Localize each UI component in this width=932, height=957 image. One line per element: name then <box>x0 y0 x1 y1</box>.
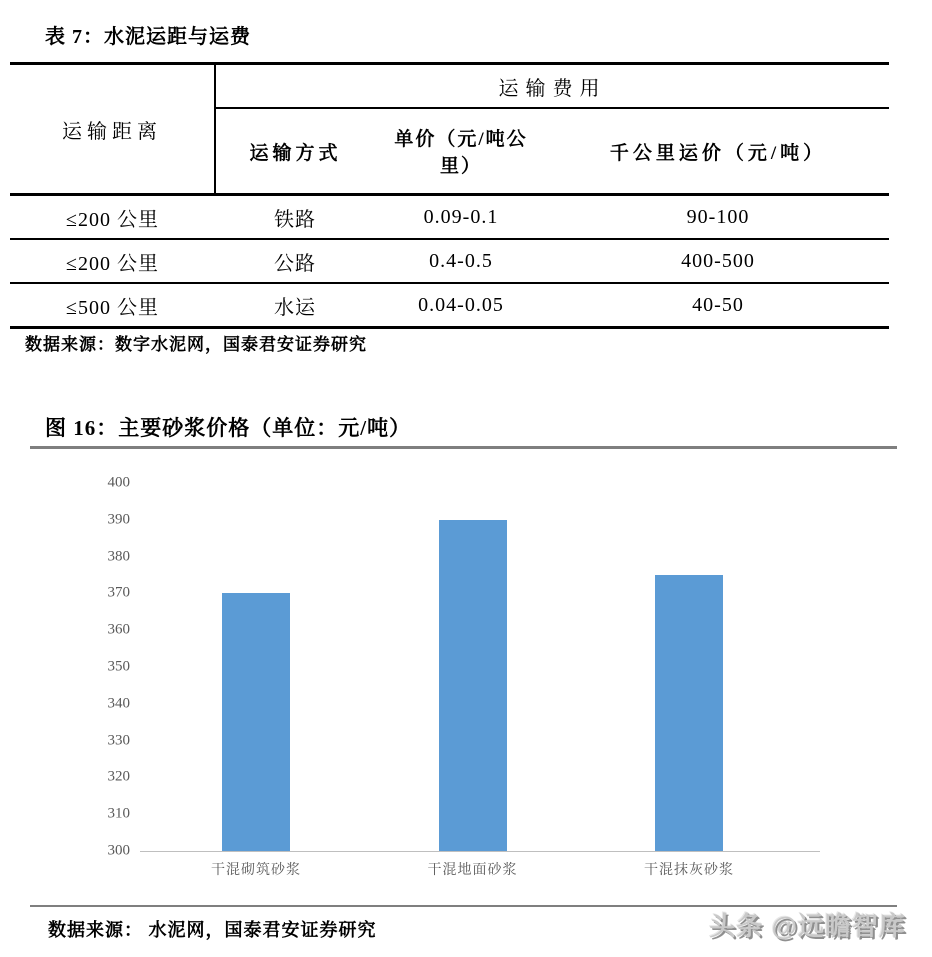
table-row <box>10 195 889 240</box>
table-cell-distance: ≤200 公里 <box>66 208 159 231</box>
divider-rule-top <box>30 446 897 449</box>
table-cell-unit_price: 0.04-0.05 <box>418 293 504 316</box>
header-mode: 运输方式 <box>215 108 375 195</box>
chart-title: 图 16：主要砂浆价格（单位：元/吨） <box>45 416 412 440</box>
y-axis-tick-label: 330 <box>107 732 130 749</box>
freight-table <box>10 62 889 329</box>
chart-source-note: 数据来源： 水泥网，国泰君安证券研究 <box>48 920 377 940</box>
table-cell-km_price: 90-100 <box>686 205 750 228</box>
x-axis-category-label: 干混砌筑砂浆 <box>211 863 301 878</box>
table-row <box>10 239 889 283</box>
chart-plot <box>107 474 820 878</box>
table-cell-distance: ≤500 公里 <box>66 296 159 319</box>
y-axis-tick-label: 310 <box>107 805 130 822</box>
table-cell-unit_price: 0.4-0.5 <box>429 249 493 272</box>
table-source-note: 数据来源：数字水泥网，国泰君安证券研究 <box>25 335 367 354</box>
header-cost-group: 运输费用 <box>215 64 889 109</box>
table-row <box>10 283 889 328</box>
header-unit-price <box>375 108 547 195</box>
table-header-row-group <box>10 64 889 109</box>
bar-干混砌筑砂浆 <box>222 593 290 851</box>
header-unit-price-text: 单价（元/吨公里） <box>394 129 528 177</box>
table-body <box>10 195 889 328</box>
y-axis-tick-label: 350 <box>107 658 130 675</box>
bar-干混抹灰砂浆 <box>655 575 723 851</box>
y-axis-tick-label: 320 <box>107 768 130 785</box>
y-axis-tick-label: 380 <box>107 548 130 565</box>
header-km-price: 千公里运价（元/吨） <box>547 108 889 195</box>
table-cell-mode: 水运 <box>274 296 316 319</box>
y-axis-tick-label: 390 <box>107 511 130 528</box>
table-cell-distance: ≤200 公里 <box>66 252 159 275</box>
table-cell-km_price: 400-500 <box>681 249 755 272</box>
x-axis-category-label: 干混地面砂浆 <box>427 863 518 878</box>
header-distance: 运输距离 <box>10 64 215 195</box>
table-cell-km_price: 40-50 <box>692 293 744 316</box>
y-axis-tick-label: 300 <box>107 842 130 859</box>
y-axis-tick-label: 340 <box>107 695 130 712</box>
table-cell-unit_price: 0.09-0.1 <box>423 205 499 228</box>
x-axis-category-label: 干混抹灰砂浆 <box>644 863 734 878</box>
y-axis-tick-label: 400 <box>107 474 130 491</box>
table-cell-mode: 铁路 <box>274 208 316 231</box>
bar-干混地面砂浆 <box>439 520 507 851</box>
table-title: 表 7：水泥运距与运费 <box>45 26 251 48</box>
y-axis-tick-label: 360 <box>107 621 130 638</box>
table-cell-mode: 公路 <box>274 252 316 275</box>
watermark: 头条 @远瞻智库 <box>709 911 906 941</box>
y-axis-tick-label: 370 <box>107 584 130 601</box>
